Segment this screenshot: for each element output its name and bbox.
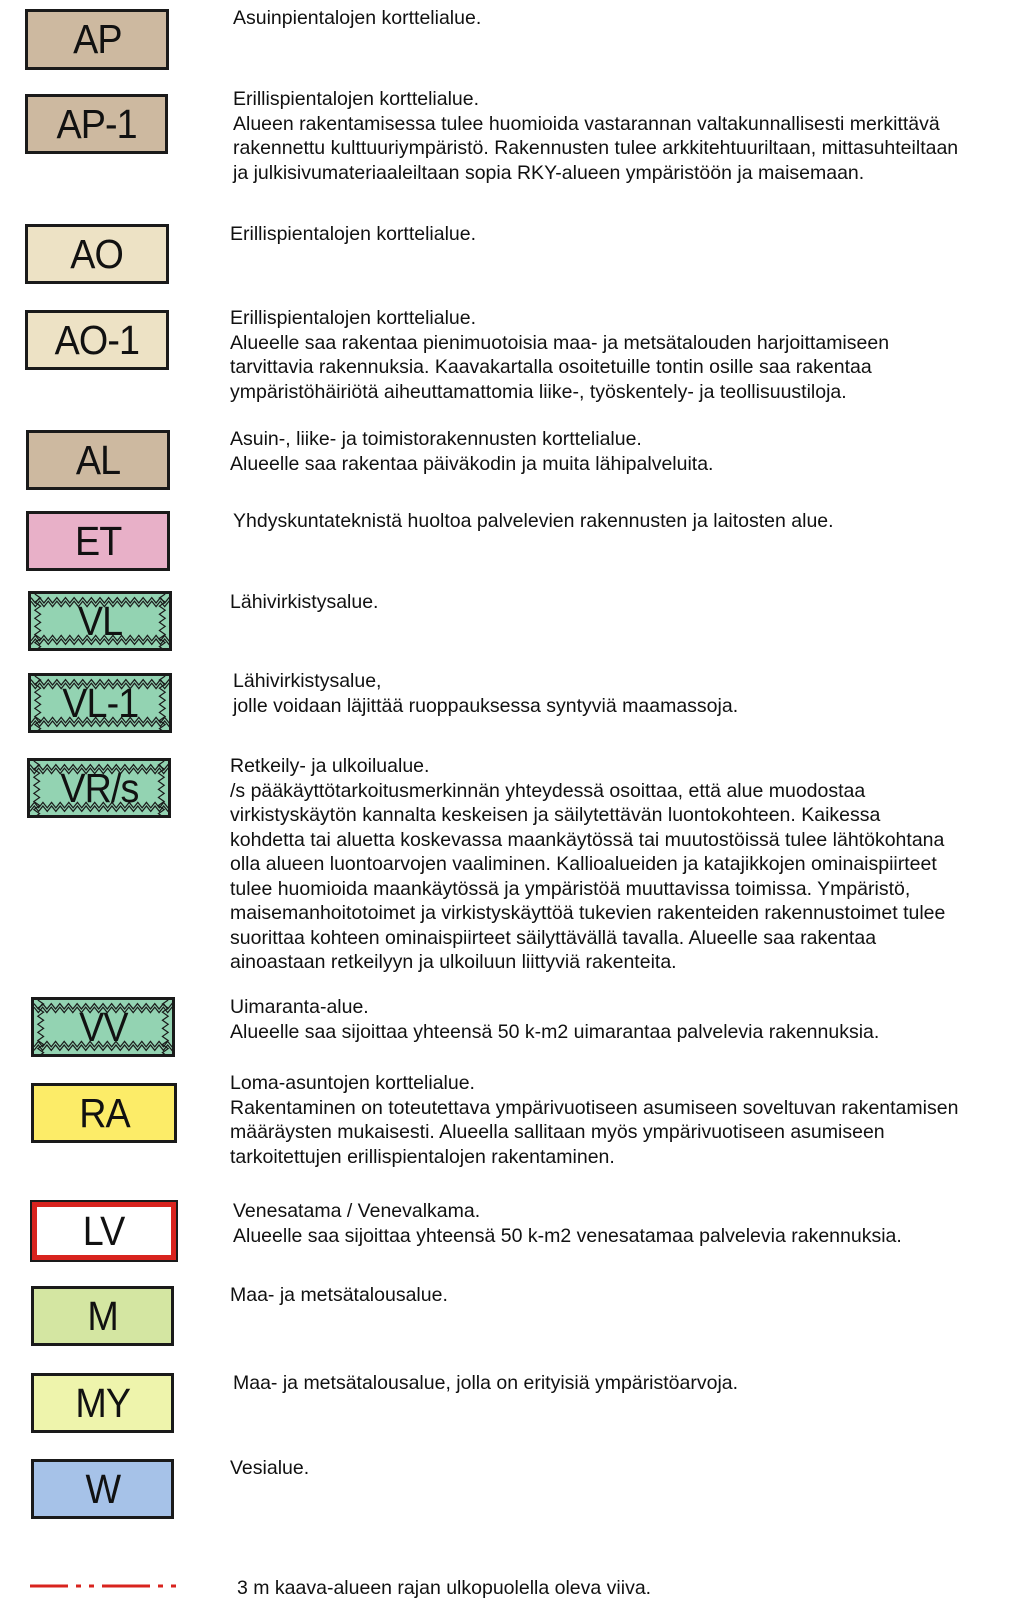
description-heading-line: Erillispientalojen korttelialue. xyxy=(230,307,477,329)
description-heading-line: Yhdyskuntateknistä huoltoa palvelevien rakennusten ja laitosten alue. xyxy=(233,510,834,532)
description-line: kohdetta tai aluetta koskevassa maankäytössä tai muutostöissä tulee lähtökohtana xyxy=(230,828,945,851)
area-code-label: M xyxy=(87,1292,118,1339)
area-description xyxy=(230,1283,1000,1308)
description-line: rakennettu kulttuuriympäristö. Rakennusten tulee arkkitehtuuriltaan, mittasuhteiltaan xyxy=(233,137,959,159)
area-symbol-box xyxy=(31,1083,177,1143)
area-symbol-box xyxy=(27,758,171,818)
area-description xyxy=(233,509,1003,534)
area-symbol-box xyxy=(28,673,172,733)
description-line: tulee huomioida maankäytössä ja ympäristöä muuttavissa toimissa. Ympäristö, xyxy=(230,877,911,900)
area-code-label: AO xyxy=(70,230,124,277)
area-description xyxy=(230,1071,1000,1169)
description-heading-line: Maa- ja metsätalousalue. xyxy=(230,1284,448,1306)
description-heading-line: Retkeily- ja ulkoilualue. xyxy=(230,755,430,777)
description-line: suorittaa kohteen ominaispiirteet säilyttävällä tavalla. Alueelle saa rakentaa xyxy=(230,926,877,949)
description-heading-line: Maa- ja metsätalousalue, jolla on erityisiä ympäristöarvoja. xyxy=(233,1372,739,1394)
description-line: Alueelle saa sijoittaa yhteensä 50 k-m2 uimarantaa palvelevia rakennuksia. xyxy=(230,1020,880,1043)
area-symbol-box xyxy=(26,511,170,571)
area-code-label: AP-1 xyxy=(56,100,137,147)
description-line: tarkoitettujen erillispientalojen rakentaminen. xyxy=(230,1145,615,1168)
area-code-label: MY xyxy=(75,1379,130,1426)
description-line: /s pääkäyttötarkoitusmerkinnän yhteydessä osoittaa, että alue muodostaa xyxy=(230,779,866,802)
area-symbol-box xyxy=(31,1459,174,1519)
description-line: jolle voidaan läjittää ruoppauksessa syntyviä maamassoja. xyxy=(233,694,739,717)
description-heading-line: Vesialue. xyxy=(230,1457,310,1479)
description-line: ja julkisivumateriaaleiltaan sopia RKY-alueen ympäristöön ja maisemaan. xyxy=(233,161,865,184)
area-symbol-box xyxy=(31,997,175,1057)
description-line: ainoastaan retkeilyyn ja ulkoiluun liittyviä rakenteita. xyxy=(230,951,677,973)
description-line: tarvittavia rakennuksia. Kaavakartalla osoitetuille tontin osille saa rakentaa xyxy=(230,356,872,378)
area-description xyxy=(233,6,1003,31)
description-heading-line: Loma-asuntojen korttelialue. xyxy=(230,1072,475,1094)
area-symbol-box xyxy=(25,9,169,70)
area-description xyxy=(230,427,1000,476)
area-code-label: ET xyxy=(74,517,122,564)
area-symbol-box xyxy=(25,310,169,370)
description-heading-line: Asuin-, liike- ja toimistorakennusten korttelialue. xyxy=(230,428,642,450)
description-heading-line: Uimaranta-alue. xyxy=(230,996,369,1018)
area-description xyxy=(230,306,1000,404)
description-line: Alueelle saa rakentaa päiväkodin ja muita lähipalveluita. xyxy=(230,452,714,475)
area-description xyxy=(230,590,1000,615)
area-code-label: AO-1 xyxy=(54,316,140,363)
area-code-label: RA xyxy=(78,1089,130,1136)
description-line: määräysten mukaisesti. Alueella sallitaan myös ympärivuotiseen asumiseen xyxy=(230,1121,885,1143)
boundary-description xyxy=(237,1576,1007,1601)
area-symbol-box xyxy=(25,94,168,154)
description-line: Alueelle saa sijoittaa yhteensä 50 k-m2 venesatamaa palvelevia rakennuksia. xyxy=(233,1224,902,1247)
boundary-text: 3 m kaava-alueen rajan ulkopuolella oleva viiva. xyxy=(237,1577,652,1599)
area-code-label: LV xyxy=(83,1207,125,1254)
description-heading-line: Erillispientalojen korttelialue. xyxy=(230,223,477,245)
area-symbol-box xyxy=(31,1201,177,1261)
area-symbol-box xyxy=(25,224,169,284)
dash-dot-line-symbol xyxy=(30,1580,180,1592)
description-line: Alueen rakentamisessa tulee huomioida vastarannan valtakunnallisesti merkittävä xyxy=(233,112,940,135)
area-code-label: W xyxy=(85,1465,120,1512)
area-description xyxy=(233,1199,1003,1248)
description-heading-line: Lähivirkistysalue, xyxy=(233,670,382,692)
area-description xyxy=(230,754,1000,975)
area-code-label: VL-1 xyxy=(61,679,138,726)
area-symbol-box xyxy=(31,1286,174,1346)
area-description xyxy=(233,1371,1003,1396)
description-line: olla alueen luontoarvojen vaaliminen. Kallioalueiden ja katajikkojen ominaispiirteet xyxy=(230,853,937,875)
area-description xyxy=(230,995,1000,1044)
area-code-label: VR/s xyxy=(59,764,139,811)
area-symbol-box xyxy=(28,591,172,651)
description-heading-line: Erillispientalojen korttelialue. xyxy=(233,88,480,110)
description-heading-line: Lähivirkistysalue. xyxy=(230,591,379,613)
description-line: ympäristöhäiriötä aiheuttamattomia liike-, työskentely- ja teollisuustiloja. xyxy=(230,380,847,403)
area-symbol-box xyxy=(31,1373,174,1433)
area-description xyxy=(230,222,1000,247)
description-line: Rakentaminen on toteutettava ympärivuotiseen asumiseen soveltuvan rakentamisen xyxy=(230,1096,959,1119)
description-heading-line: Venesatama / Venevalkama. xyxy=(233,1200,481,1222)
area-symbol-box xyxy=(26,430,170,490)
area-description xyxy=(230,1456,1000,1481)
description-line: maisemanhoitotoimet ja virkistyskäyttöä tukevien rakenteiden rakennustoimet tulee xyxy=(230,902,946,924)
description-heading-line: Asuinpientalojen korttelialue. xyxy=(233,7,482,29)
area-description xyxy=(233,87,1003,185)
description-line: virkistyskäytön kannalta keskeisen ja säilytettävän luontokohteen. Kaikessa xyxy=(230,804,881,826)
area-description xyxy=(233,669,1003,718)
area-code-label: AL xyxy=(75,436,121,483)
area-code-label: AP xyxy=(72,16,122,62)
area-code-label: VL xyxy=(77,597,123,644)
description-line: Alueelle saa rakentaa pienimuotoisia maa- ja metsätalouden harjoittamiseen xyxy=(230,331,890,354)
area-code-label: VV xyxy=(78,1003,128,1050)
